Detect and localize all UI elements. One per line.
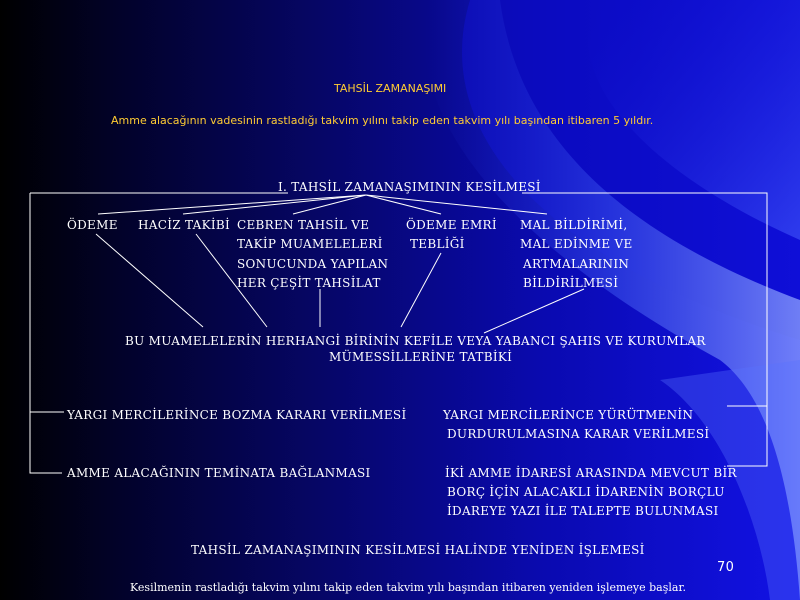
bottom-right-line2: BORÇ İÇİN ALACAKLI İDARENİN BORÇLU — [447, 485, 725, 499]
cause-cebren-line4: HER ÇEŞİT TAHSİLAT — [237, 276, 381, 290]
merge-mal — [484, 289, 584, 333]
court-right-line2: DURDURULMASINA KARAR VERİLMESİ — [447, 427, 710, 441]
cause-mal-line2: MAL EDİNME VE — [520, 237, 633, 251]
connector-odeme-emri — [366, 195, 441, 214]
court-left: YARGI MERCİLERİNCE BOZMA KARARI VERİLMESİ — [67, 408, 407, 422]
merge-odeme-emri — [401, 253, 441, 327]
cause-cebren-line1: CEBREN TAHSİL VE — [237, 218, 370, 232]
court-right-line1: YARGI MERCİLERİNCE YÜRÜTMENİN — [443, 408, 694, 422]
diagram-heading: I. TAHSİL ZAMANAŞIMININ KESİLMESİ — [278, 180, 541, 194]
cause-cebren-line3: SONUCUNDA YAPILAN — [237, 257, 389, 271]
connector-odeme — [98, 195, 366, 214]
cause-mal-line3: ARTMALARININ — [523, 257, 630, 271]
cause-mal-line1: MAL BİLDİRİMİ, — [520, 218, 628, 232]
merge-odeme — [96, 234, 203, 327]
merge-text-line2: MÜMESSİLLERİNE TATBİKİ — [329, 350, 513, 364]
cause-odeme-emri-line2: TEBLİĞİ — [410, 237, 465, 251]
bottom-left: AMME ALACAĞININ TEMİNATA BAĞLANMASI — [67, 466, 371, 480]
connector-mal — [366, 195, 547, 214]
cause-mal-line4: BİLDİRİLMESİ — [523, 276, 619, 290]
cause-odeme: ÖDEME — [67, 218, 118, 232]
frame-left — [30, 193, 62, 473]
restart-text: Kesilmenin rastladığı takvim yılını takip eden takvim yılı başından itibaren yeniden işlemeye başlar. — [130, 581, 687, 594]
connector-haciz — [183, 195, 366, 214]
bottom-right-line3: İDAREYE YAZI İLE TALEPTE BULUNMASI — [447, 504, 719, 518]
cause-odeme-emri-line1: ÖDEME EMRİ — [406, 218, 497, 232]
restart-title: TAHSİL ZAMANAŞIMININ KESİLMESİ HALİNDE YENİDEN İŞLEMESİ — [191, 543, 645, 557]
bottom-right-line1: İKİ AMME İDARESİ ARASINDA MEVCUT BİR — [445, 466, 737, 480]
merge-text-line1: BU MUAMELELERİN HERHANGİ BİRİNİN KEFİLE VEYA YABANCI ŞAHIS VE KURUMLAR — [125, 334, 706, 348]
outer-frame — [522, 193, 767, 466]
slide-title: TAHSİL ZAMANAŞIMI — [334, 82, 447, 95]
slide-subtitle: Amme alacağının vadesinin rastladığı takvim yılını takip eden takvim yılı başından itibaren 5 yıldır. — [111, 114, 654, 127]
cause-cebren-line2: TAKİP MUAMELELERİ — [237, 237, 383, 251]
page-number: 70 — [717, 560, 735, 575]
cause-haciz-takibi: HACİZ TAKİBİ — [138, 218, 231, 232]
